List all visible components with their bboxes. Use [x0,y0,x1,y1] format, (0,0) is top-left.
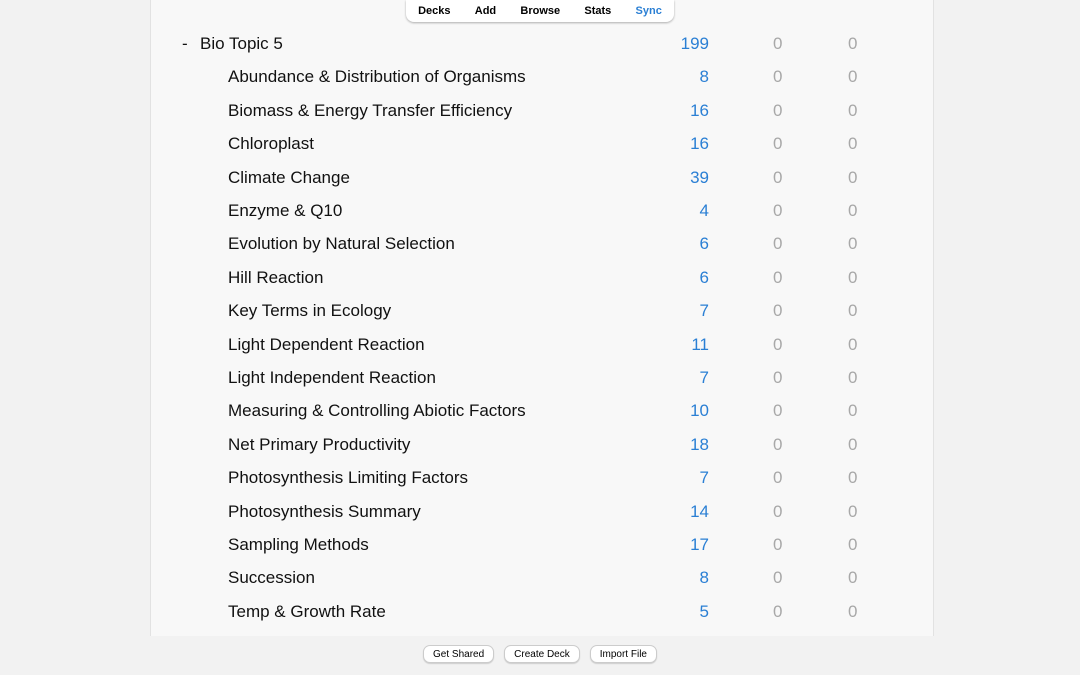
learn-count: 0 [848,67,858,87]
new-count: 0 [773,468,783,488]
new-count: 0 [773,368,783,387]
due-count: 16 [690,100,709,120]
deck-row [151,394,933,427]
due-count: 7 [699,301,709,321]
deck-row [151,227,933,260]
deck-row [151,561,933,594]
due-count: 4 [699,201,709,220]
new-count: 0 [773,234,783,254]
new-count: 0 [773,535,783,554]
deck-name[interactable]: Bio Topic 5 [200,34,283,53]
due-count: 6 [699,234,709,254]
due-count: 14 [690,501,709,521]
learn-count: 0 [848,368,858,387]
deck-name[interactable]: Enzyme & Q10 [228,201,343,220]
due-count: 10 [690,401,709,421]
due-count: 8 [699,568,709,588]
learn-count: 0 [848,301,858,321]
deck-row [151,194,933,227]
deck-name[interactable]: Photosynthesis Summary [228,501,421,521]
due-count: 17 [690,535,709,554]
new-count: 0 [773,334,783,354]
deck-row [151,127,933,160]
learn-count: 0 [848,535,858,554]
create-deck-button[interactable]: Create Deck [504,645,580,663]
new-count: 0 [773,134,783,154]
due-count: 199 [680,34,709,53]
top-toolbar [406,0,674,22]
due-count: 7 [699,468,709,488]
deck-name[interactable]: Temp & Growth Rate [228,601,386,621]
deck-name[interactable]: Hill Reaction [228,267,324,287]
deck-row [151,294,933,327]
deck-name[interactable]: Chloroplast [228,134,314,154]
deck-name[interactable]: Evolution by Natural Selection [228,234,455,254]
learn-count: 0 [848,334,858,354]
new-count: 0 [773,100,783,120]
deck-row [151,60,933,93]
deck-name[interactable]: Biomass & Energy Transfer Efficiency [228,100,513,120]
new-count: 0 [773,301,783,321]
learn-count: 0 [848,267,858,287]
deck-name[interactable]: Succession [228,568,315,588]
tab-add[interactable]: Add [474,5,497,17]
learn-count: 0 [848,568,858,588]
due-count: 8 [699,67,709,87]
deck-name[interactable]: Photosynthesis Limiting Factors [228,468,468,488]
deck-row [151,94,933,127]
due-count: 39 [690,167,709,187]
deck-name[interactable]: Climate Change [228,167,350,187]
deck-row [151,328,933,361]
learn-count: 0 [848,401,858,421]
due-count: 6 [699,267,709,287]
learn-count: 0 [848,100,858,120]
due-count: 16 [690,134,709,154]
tab-stats[interactable]: Stats [584,5,612,17]
new-count: 0 [773,34,783,53]
due-count: 18 [690,434,709,454]
deck-name[interactable]: Abundance & Distribution of Organisms [228,67,526,87]
deck-name[interactable]: Net Primary Productivity [228,434,411,454]
tab-sync[interactable]: Sync [635,5,662,17]
learn-count: 0 [848,468,858,488]
new-count: 0 [773,501,783,521]
learn-count: 0 [848,167,858,187]
due-count: 7 [699,368,709,387]
new-count: 0 [773,267,783,287]
deck-row [151,495,933,528]
deck-row [151,595,933,628]
new-count: 0 [773,167,783,187]
import-file-button[interactable]: Import File [590,645,657,663]
learn-count: 0 [848,501,858,521]
deck-row [151,361,933,394]
deck-row [151,461,933,494]
deck-row [151,261,933,294]
deck-name[interactable]: Key Terms in Ecology [228,301,392,321]
deck-row [151,428,933,461]
get-shared-button[interactable]: Get Shared [423,645,494,663]
deck-row [151,161,933,194]
new-count: 0 [773,568,783,588]
deck-name[interactable]: Light Dependent Reaction [228,334,425,354]
new-count: 0 [773,434,783,454]
tab-decks[interactable]: Decks [418,5,451,17]
new-count: 0 [773,601,783,621]
deck-name[interactable]: Sampling Methods [228,535,369,554]
bottom-buttons [0,645,1080,663]
learn-count: 0 [848,201,858,220]
learn-count: 0 [848,434,858,454]
due-count: 5 [699,601,709,621]
deck-list [150,0,934,636]
learn-count: 0 [848,34,858,53]
learn-count: 0 [848,134,858,154]
learn-count: 0 [848,234,858,254]
new-count: 0 [773,67,783,87]
learn-count: 0 [848,601,858,621]
deck-row [151,528,933,561]
deck-row-parent [151,27,933,60]
collapse-toggle[interactable]: - [182,34,188,53]
deck-name[interactable]: Measuring & Controlling Abiotic Factors [228,401,526,421]
new-count: 0 [773,401,783,421]
tab-browse[interactable]: Browse [520,5,561,17]
new-count: 0 [773,201,783,220]
deck-name[interactable]: Light Independent Reaction [228,368,436,387]
due-count: 11 [691,334,709,354]
